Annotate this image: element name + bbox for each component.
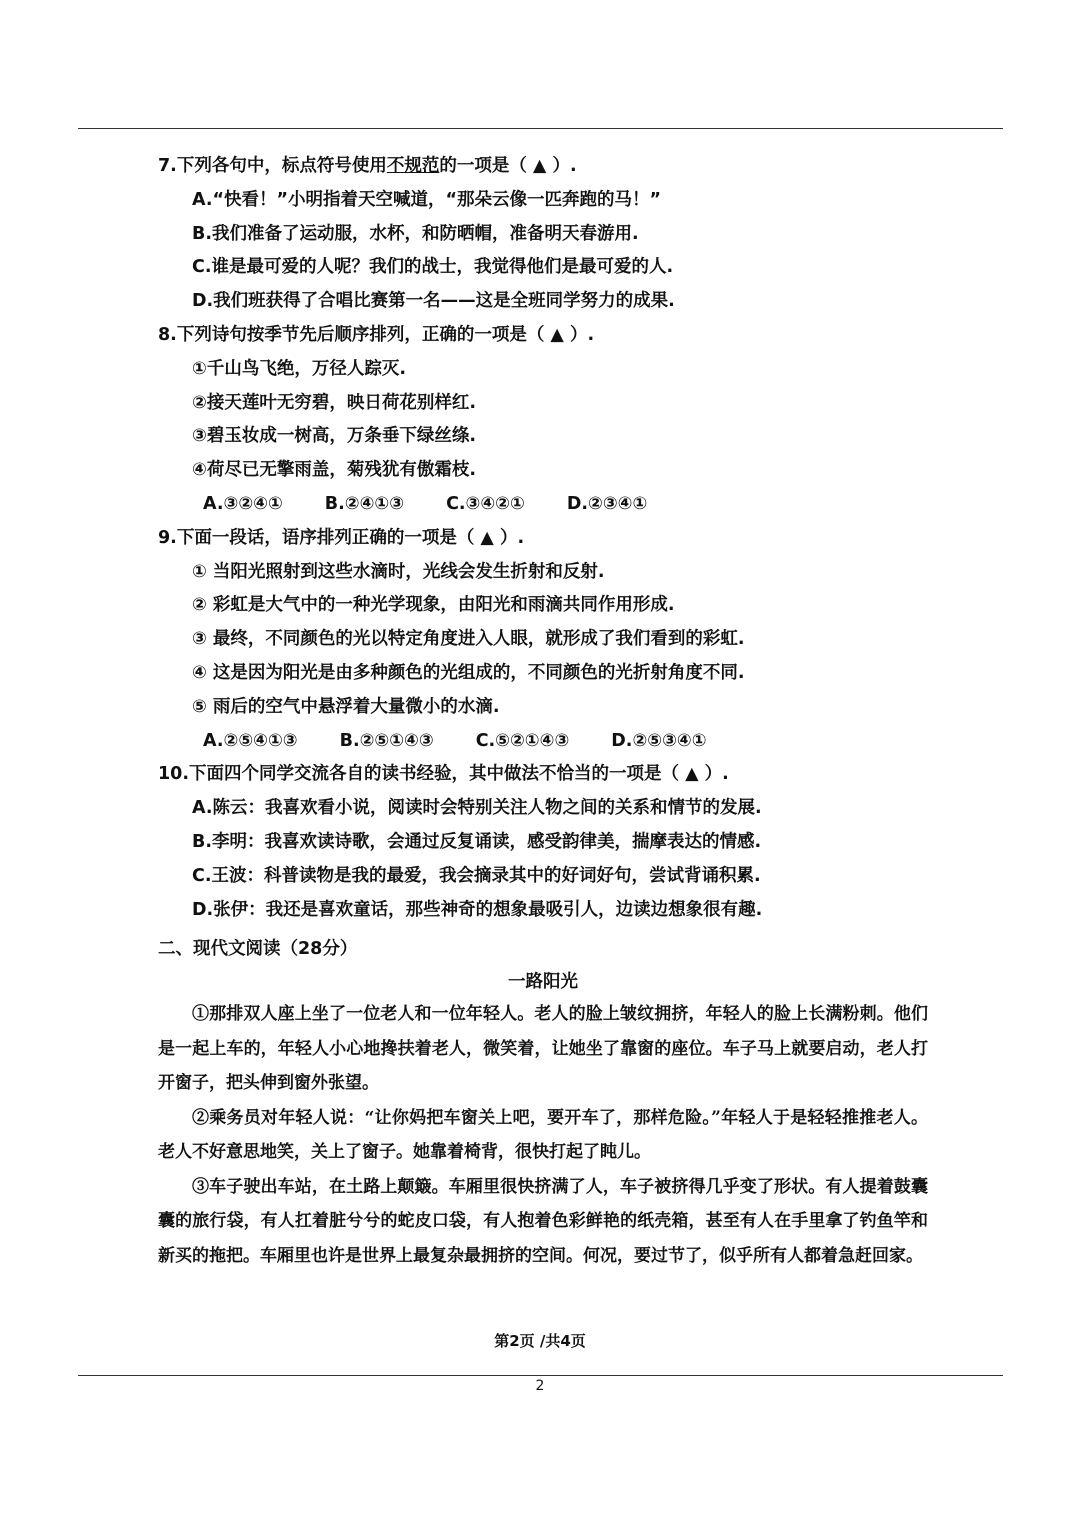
q8-item-4: ④荷尽已无擎雨盖，菊残犹有傲霜枝. <box>192 460 476 481</box>
q7-stem: 7.下列各句中，标点符号使用不规范的一项是（ ▲ ）. <box>158 156 577 176</box>
q10-option-d: D.张伊：我还是喜欢童话，那些神奇的想象最吸引人，边读边想象很有趣. <box>192 899 763 920</box>
q9-item-1: ① 当阳光照射到这些水滴时，光线会发生折射和反射. <box>192 561 605 582</box>
q9-item-4: ④ 这是因为阳光是由多种颜色的光组成的，不同颜色的光折射角度不同. <box>192 662 745 683</box>
q8-choices <box>158 488 928 522</box>
q7-option-a: A.“快看！”小明指着天空喊道，“那朵云像一匹奔跑的马！” <box>192 189 662 210</box>
top-rule <box>78 128 1003 129</box>
passage-paragraph-3: ③车子驶出车站，在土路上颠簸。车厢里很快挤满了人，车子被挤得几乎变了形状。有人提着鼓囊囊的旅行袋，有人扛着脏兮兮的蛇皮口袋，有人抱着色彩鲜艳的纸壳箱，甚至有人在手里拿了钓鱼竿和新买的拖把。车厢里也许是世界上最复杂最拥挤的空间。何况，要过节了，似乎所有人都着急赶回家。 <box>158 1176 928 1266</box>
q9-choice-b: B.②⑤①④③ <box>339 730 434 751</box>
q9-choice-c: C.⑤②①④③ <box>475 730 570 751</box>
q8-item-3: ③碧玉妆成一树高，万条垂下绿丝绦. <box>192 426 476 447</box>
exam-content <box>158 150 928 1273</box>
q7-option-b: B.我们准备了运动服，水杯，和防晒帽，准备明天春游用. <box>192 223 639 244</box>
q9-choices <box>158 725 928 759</box>
q10-option-a: A.陈云：我喜欢看小说，阅读时会特别关注人物之间的关系和情节的发展. <box>192 798 762 819</box>
passage-paragraph-1: ①那排双人座上坐了一位老人和一位年轻人。老人的脸上皱纹拥挤，年轻人的脸上长满粉刺。他们是一起上车的，年轻人小心地搀扶着老人，微笑着，让她坐了靠窗的座位。车子马上就要启动，老人打开窗子，把头伸到窗外张望。 <box>158 1004 928 1094</box>
q8-choice-d: D.②③④① <box>566 493 648 514</box>
q9-item-2: ② 彩虹是大气中的一种光学现象，由阳光和雨滴共同作用形成. <box>192 595 675 616</box>
q9-choice-a: A.②⑤④①③ <box>203 730 298 751</box>
q7-option-c: C.谁是最可爱的人呢？我们的战士，我觉得他们是最可爱的人. <box>192 257 674 278</box>
q10-option-b: B.李明：我喜欢读诗歌，会通过反复诵读，感受韵律美，揣摩表达的情感. <box>192 831 762 852</box>
bottom-rule <box>78 1375 1003 1376</box>
q8-item-1: ①千山鸟飞绝，万径人踪灭. <box>192 358 406 379</box>
passage-paragraph-2: ②乘务员对年轻人说：“让你妈把车窗关上吧，要开车了，那样危险。”年轻人于是轻轻推推老人。老人不好意思地笑，关上了窗子。她靠着椅背，很快打起了盹儿。 <box>158 1107 928 1163</box>
q8-stem: 8.下列诗句按季节先后顺序排列，正确的一项是（ ▲ ）. <box>158 324 595 345</box>
q9-choice-d: D.②⑤③④① <box>611 730 707 751</box>
passage-title: 一路阳光 <box>508 972 578 993</box>
q8-item-2: ②接天莲叶无穷碧，映日荷花别样红. <box>192 392 476 413</box>
q9-stem: 9.下面一段话，语序排列正确的一项是（ ▲ ）. <box>158 527 525 548</box>
q10-option-c: C.王波：科普读物是我的最爱，我会摘录其中的好词好句，尝试背诵积累. <box>192 865 761 886</box>
page-number: 2 <box>535 1378 545 1394</box>
q8-choice-c: C.③④②① <box>446 493 525 514</box>
q8-choice-b: B.②④①③ <box>324 493 405 514</box>
section-heading: 二、现代文阅读（28分） <box>158 939 358 960</box>
q8-choice-a: A.③②④① <box>203 493 283 514</box>
q10-stem: 10.下面四个同学交流各自的读书经验，其中做法不恰当的一项是（ ▲ ）. <box>158 764 729 785</box>
q9-item-5: ⑤ 雨后的空气中悬浮着大量微小的水滴. <box>192 696 500 717</box>
page-footer-label: 第2页 /共4页 <box>494 1332 586 1350</box>
q9-item-3: ③ 最终，不同颜色的光以特定角度进入人眼，就形成了我们看到的彩虹. <box>192 629 745 650</box>
q7-option-d: D.我们班获得了合唱比赛第一名——这是全班同学努力的成果. <box>192 291 675 312</box>
